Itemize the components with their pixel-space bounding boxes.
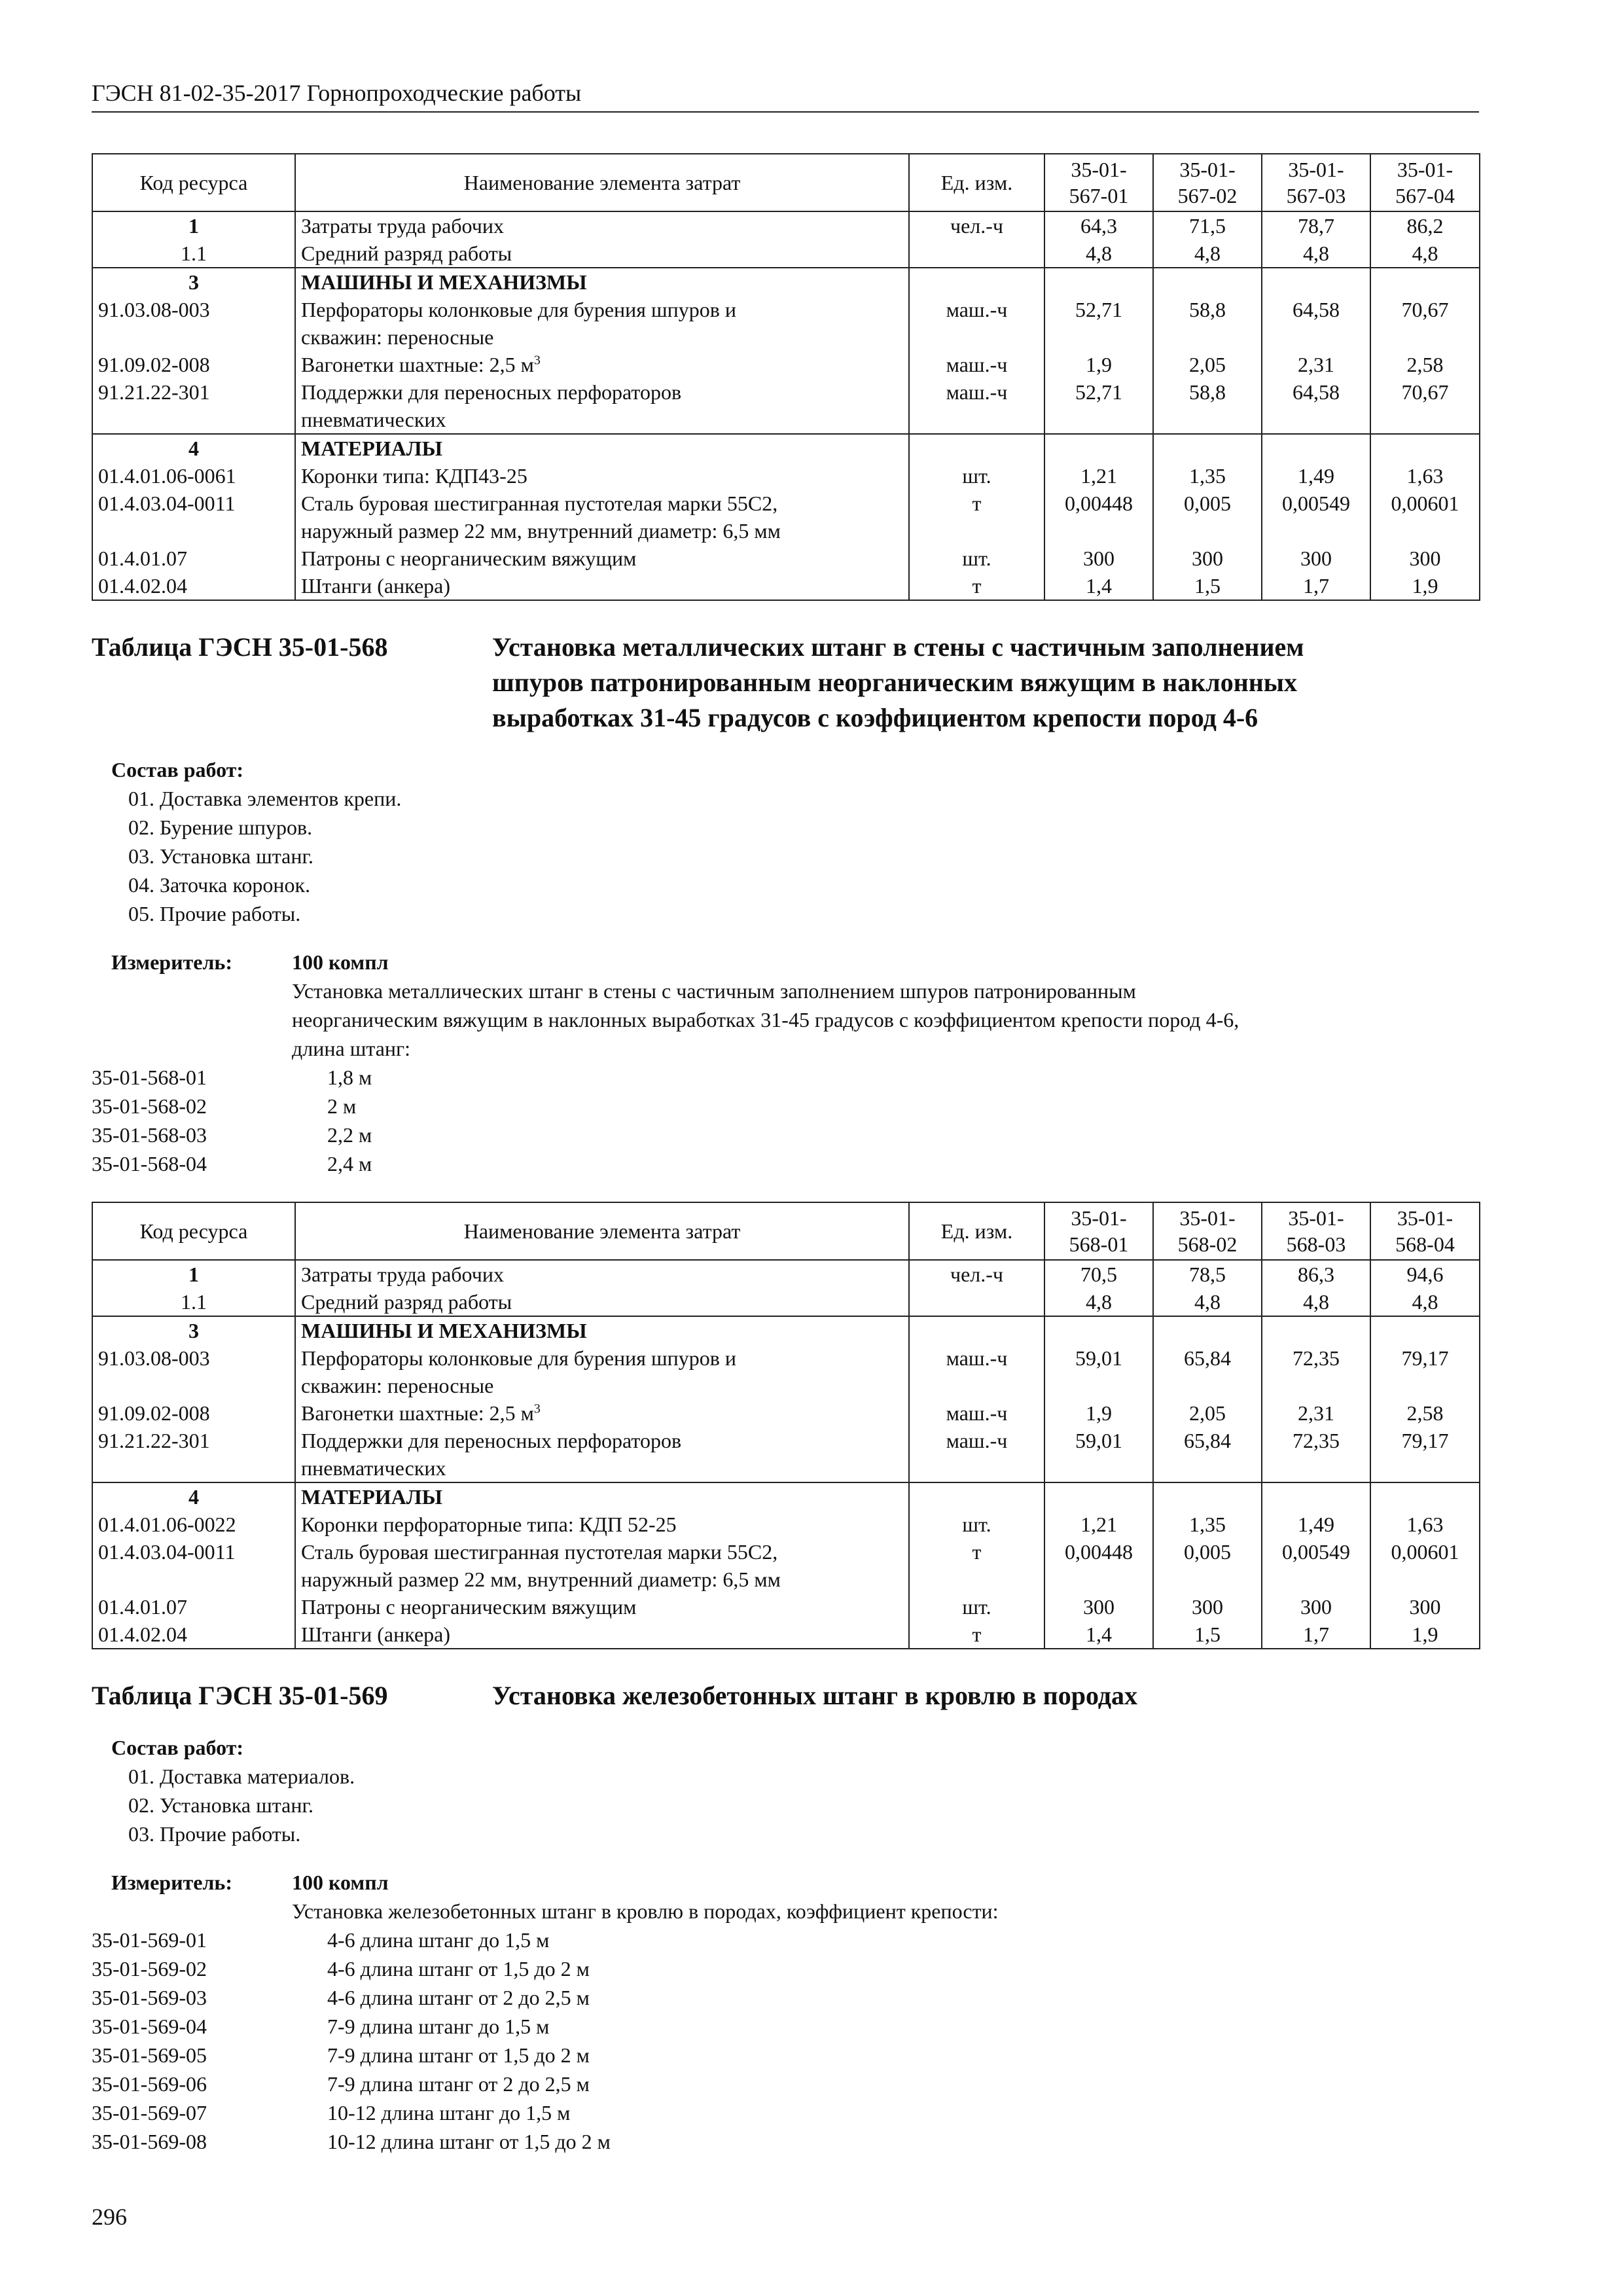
resource-unit: маш.-ч (909, 1399, 1044, 1427)
meter-block (92, 948, 1479, 1178)
value-cell: 1,4 (1044, 1621, 1153, 1649)
group-code: 3 (92, 1316, 295, 1344)
col-header-norm: 35-01- 568-02 (1153, 1202, 1262, 1260)
table-row-group (92, 268, 1480, 296)
resource-name-continuation: скважин: переносные (295, 1372, 909, 1399)
resource-name: Перфораторы колонковые для бурения шпуров и (295, 1344, 909, 1372)
col-header-unit: Ед. изм. (909, 154, 1044, 211)
value-cell: 78,5 (1153, 1260, 1262, 1288)
resource-unit: чел.-ч (909, 1260, 1044, 1288)
value-cell: 1,4 (1044, 572, 1153, 600)
table-header-row (92, 1202, 1480, 1260)
meter-description: длина штанг: (292, 1037, 411, 1060)
work-item: 04. Заточка коронок. (128, 873, 311, 897)
work-composition-label: Состав работ: (111, 758, 244, 781)
resource-unit: маш.-ч (909, 351, 1044, 378)
value-cell: 1,9 (1044, 351, 1153, 378)
variant-row: 35-01-569-08 10-12 длина штанг от 1,5 до 2 м (92, 2130, 611, 2153)
value-cell: 1,9 (1044, 1399, 1153, 1427)
value-cell: 300 (1044, 1593, 1153, 1621)
resource-unit: т (909, 1538, 1044, 1566)
resource-unit: маш.-ч (909, 378, 1044, 406)
resource-code: 1.1 (92, 1288, 295, 1316)
variant-row: 35-01-569-02 4-6 длина штанг от 1,5 до 2 м (92, 1957, 590, 1981)
value-cell: 0,00549 (1262, 1538, 1370, 1566)
resource-unit: шт. (909, 545, 1044, 572)
table-row (92, 211, 1480, 240)
table-row-continuation (92, 1454, 1480, 1482)
table-row (92, 1593, 1480, 1621)
meter-label: Измеритель: (111, 1871, 232, 1894)
variant-row: 35-01-569-04 7-9 длина штанг до 1,5 м (92, 2015, 550, 2038)
table-row (92, 572, 1480, 600)
group-title: МАТЕРИАЛЫ (295, 434, 909, 462)
table-label: Таблица ГЭСН 35-01-568 (92, 632, 388, 662)
resource-code: 01.4.01.07 (92, 545, 295, 572)
value-cell: 300 (1262, 545, 1370, 572)
resource-unit: чел.-ч (909, 211, 1044, 240)
meter-block (92, 1868, 1479, 2156)
resource-name-continuation: наружный размер 22 мм, внутренний диаметр: 6,5 мм (295, 517, 909, 545)
table-row (92, 1260, 1480, 1288)
resource-name: Вагонетки шахтные: 2,5 $м^3$ (295, 1399, 909, 1427)
resource-name: Средний разряд работы (295, 1288, 909, 1316)
value-cell: 0,00549 (1262, 490, 1370, 517)
group-code: 4 (92, 1482, 295, 1511)
value-cell: 64,3 (1044, 211, 1153, 240)
value-cell: 300 (1153, 545, 1262, 572)
resource-code: 01.4.03.04-0011 (92, 1538, 295, 1566)
value-cell: 4,8 (1262, 1288, 1370, 1316)
resource-name: Коронки перфораторные типа: КДП 52-25 (295, 1511, 909, 1538)
resource-name: Затраты труда рабочих (295, 1260, 909, 1288)
value-cell: 72,35 (1262, 1344, 1370, 1372)
resource-name: Перфораторы колонковые для бурения шпуров и (295, 296, 909, 323)
resource-unit: т (909, 490, 1044, 517)
value-cell: 52,71 (1044, 378, 1153, 406)
table-title-text: Установка металлических штанг в стены с частичным заполнением шпуров патронированным неорганическим вяжущим в наклонных выработках 31-45 градусов с коэффициентом крепости пород 4-6 (492, 632, 1304, 732)
resource-code: 01.4.01.07 (92, 1593, 295, 1621)
value-cell: 0,005 (1153, 490, 1262, 517)
value-cell: 300 (1153, 1593, 1262, 1621)
value-cell: 2,58 (1370, 351, 1480, 378)
document-page (92, 79, 1479, 2156)
resource-name: Сталь буровая шестигранная пустотелая марки 55С2, (295, 1538, 909, 1566)
table-row (92, 462, 1480, 490)
value-cell: 1,9 (1370, 1621, 1480, 1649)
col-header-code: Код ресурса (92, 154, 295, 211)
table-row-continuation (92, 1566, 1480, 1593)
resource-table-567 (92, 153, 1480, 601)
col-header-norm: 35-01- 567-02 (1153, 154, 1262, 211)
value-cell: 58,8 (1153, 296, 1262, 323)
table-title-568 (92, 630, 1479, 736)
value-cell: 4,8 (1370, 240, 1480, 268)
table-row (92, 378, 1480, 406)
resource-code: 01.4.02.04 (92, 1621, 295, 1649)
col-header-unit: Ед. изм. (909, 1202, 1044, 1260)
work-item: 05. Прочие работы. (128, 902, 301, 925)
value-cell: 0,00448 (1044, 490, 1153, 517)
work-composition-label: Состав работ: (111, 1736, 244, 1759)
table-row-continuation (92, 517, 1480, 545)
running-header: ГЭСН 81-02-35-2017 Горнопроходческие работы (92, 79, 1479, 113)
resource-name-continuation: скважин: переносные (295, 323, 909, 351)
value-cell: 70,5 (1044, 1260, 1153, 1288)
table-row (92, 545, 1480, 572)
value-cell: 2,05 (1153, 351, 1262, 378)
resource-name: Поддержки для переносных перфораторов (295, 378, 909, 406)
resource-code: 01.4.03.04-0011 (92, 490, 295, 517)
value-cell: 1,35 (1153, 1511, 1262, 1538)
resource-code: 91.03.08-003 (92, 296, 295, 323)
resource-code: 91.21.22-301 (92, 378, 295, 406)
col-header-norm: 35-01- 568-01 (1044, 1202, 1153, 1260)
value-cell: 1,35 (1153, 462, 1262, 490)
resource-code: 91.09.02-008 (92, 351, 295, 378)
meter-description: Установка металлических штанг в стены с частичным заполнением шпуров патронированным (292, 979, 1136, 1003)
meter-value: 100 компл (292, 950, 389, 974)
resource-name: Патроны с неорганическим вяжущим (295, 1593, 909, 1621)
resource-name: Патроны с неорганическим вяжущим (295, 545, 909, 572)
value-cell: 65,84 (1153, 1344, 1262, 1372)
value-cell: 72,35 (1262, 1427, 1370, 1454)
value-cell: 300 (1370, 1593, 1480, 1621)
value-cell: 86,2 (1370, 211, 1480, 240)
value-cell: 4,8 (1044, 240, 1153, 268)
table-header-row (92, 154, 1480, 211)
value-cell: 70,67 (1370, 296, 1480, 323)
value-cell: 4,8 (1262, 240, 1370, 268)
variant-row: 35-01-569-06 7-9 длина штанг от 2 до 2,5 м (92, 2072, 590, 2096)
work-composition (92, 755, 1479, 928)
col-header-name: Наименование элемента затрат (295, 1202, 909, 1260)
table-title-text: Установка железобетонных штанг в кровлю в породах (492, 1681, 1138, 1710)
table-row-continuation (92, 323, 1480, 351)
meter-description: неорганическим вяжущим в наклонных выработках 31-45 градусов с коэффициентом крепости пород 4-6, (292, 1008, 1240, 1031)
resource-code: 1 (92, 1260, 295, 1288)
variant-row: 35-01-568-01 1,8 м (92, 1066, 372, 1089)
variant-row: 35-01-569-05 7-9 длина штанг от 1,5 до 2 м (92, 2043, 590, 2067)
value-cell: 65,84 (1153, 1427, 1262, 1454)
table-row-group (92, 1482, 1480, 1511)
value-cell: 94,6 (1370, 1260, 1480, 1288)
work-item: 02. Установка штанг. (128, 1793, 313, 1817)
resource-code: 01.4.01.06-0022 (92, 1511, 295, 1538)
resource-name: Штанги (анкера) (295, 572, 909, 600)
resource-unit: шт. (909, 1511, 1044, 1538)
value-cell: 0,00448 (1044, 1538, 1153, 1566)
table-row (92, 1427, 1480, 1454)
value-cell: 78,7 (1262, 211, 1370, 240)
value-cell: 1,21 (1044, 1511, 1153, 1538)
col-header-name: Наименование элемента затрат (295, 154, 909, 211)
value-cell: 1,49 (1262, 462, 1370, 490)
work-item: 03. Установка штанг. (128, 844, 313, 868)
resource-name-continuation: пневматических (295, 406, 909, 434)
value-cell: 0,00601 (1370, 1538, 1480, 1566)
value-cell: 2,31 (1262, 1399, 1370, 1427)
value-cell: 1,7 (1262, 1621, 1370, 1649)
col-header-norm: 35-01- 567-04 (1370, 154, 1480, 211)
value-cell: 300 (1370, 545, 1480, 572)
value-cell: 2,58 (1370, 1399, 1480, 1427)
table-label: Таблица ГЭСН 35-01-569 (92, 1681, 388, 1710)
meter-description: Установка железобетонных штанг в кровлю в породах, коэффициент крепости: (292, 1899, 999, 1923)
resource-name: Сталь буровая шестигранная пустотелая марки 55С2, (295, 490, 909, 517)
meter-label: Измеритель: (111, 950, 232, 974)
col-header-code: Код ресурса (92, 1202, 295, 1260)
table-row (92, 1399, 1480, 1427)
group-title: МАШИНЫ И МЕХАНИЗМЫ (295, 268, 909, 296)
work-item: 01. Доставка элементов крепи. (128, 787, 402, 810)
table-row-continuation (92, 406, 1480, 434)
resource-unit: маш.-ч (909, 296, 1044, 323)
value-cell: 4,8 (1153, 240, 1262, 268)
table-row-group (92, 434, 1480, 462)
resource-name-continuation: наружный размер 22 мм, внутренний диаметр: 6,5 мм (295, 1566, 909, 1593)
table-row (92, 1511, 1480, 1538)
group-title: МАТЕРИАЛЫ (295, 1482, 909, 1511)
value-cell: 2,31 (1262, 351, 1370, 378)
resource-unit: т (909, 1621, 1044, 1649)
value-cell: 64,58 (1262, 296, 1370, 323)
group-code: 4 (92, 434, 295, 462)
resource-unit (909, 240, 1044, 268)
table-row (92, 1621, 1480, 1649)
resource-unit: маш.-ч (909, 1344, 1044, 1372)
value-cell: 79,17 (1370, 1344, 1480, 1372)
table-row (92, 296, 1480, 323)
table-title-569 (92, 1678, 1479, 1713)
value-cell: 2,05 (1153, 1399, 1262, 1427)
resource-code: 91.03.08-003 (92, 1344, 295, 1372)
resource-code: 91.21.22-301 (92, 1427, 295, 1454)
table-row-continuation (92, 1372, 1480, 1399)
resource-code: 1.1 (92, 240, 295, 268)
table-row (92, 490, 1480, 517)
resource-name: Штанги (анкера) (295, 1621, 909, 1649)
resource-name: Вагонетки шахтные: 2,5 $м^3$ (295, 351, 909, 378)
resource-unit: шт. (909, 462, 1044, 490)
resource-name: Затраты труда рабочих (295, 211, 909, 240)
work-item: 01. Доставка материалов. (128, 1765, 355, 1788)
value-cell: 1,7 (1262, 572, 1370, 600)
table-row (92, 1538, 1480, 1566)
work-item: 02. Бурение шпуров. (128, 816, 313, 839)
resource-table-568 (92, 1202, 1480, 1649)
col-header-norm: 35-01- 568-03 (1262, 1202, 1370, 1260)
resource-unit: т (909, 572, 1044, 600)
col-header-norm: 35-01- 568-04 (1370, 1202, 1480, 1260)
value-cell: 1,5 (1153, 572, 1262, 600)
value-cell: 1,63 (1370, 462, 1480, 490)
meter-value: 100 компл (292, 1871, 389, 1894)
resource-unit: шт. (909, 1593, 1044, 1621)
value-cell: 59,01 (1044, 1427, 1153, 1454)
resource-name: Средний разряд работы (295, 240, 909, 268)
group-title: МАШИНЫ И МЕХАНИЗМЫ (295, 1316, 909, 1344)
value-cell: 58,8 (1153, 378, 1262, 406)
value-cell: 0,005 (1153, 1538, 1262, 1566)
work-composition (92, 1733, 1479, 1848)
value-cell: 0,00601 (1370, 490, 1480, 517)
resource-code: 01.4.02.04 (92, 572, 295, 600)
col-header-norm: 35-01- 567-01 (1044, 154, 1153, 211)
variant-row: 35-01-569-03 4-6 длина штанг от 2 до 2,5 м (92, 1986, 590, 2009)
value-cell: 300 (1044, 545, 1153, 572)
value-cell: 1,5 (1153, 1621, 1262, 1649)
table-row (92, 1288, 1480, 1316)
resource-code: 91.09.02-008 (92, 1399, 295, 1427)
resource-unit: маш.-ч (909, 1427, 1044, 1454)
page-number: 296 (92, 2204, 127, 2230)
resource-name-continuation: пневматических (295, 1454, 909, 1482)
variant-row: 35-01-569-01 4-6 длина штанг до 1,5 м (92, 1928, 550, 1952)
value-cell: 52,71 (1044, 296, 1153, 323)
value-cell: 71,5 (1153, 211, 1262, 240)
table-row-group (92, 1316, 1480, 1344)
variant-row: 35-01-568-03 2,2 м (92, 1123, 372, 1147)
value-cell: 86,3 (1262, 1260, 1370, 1288)
work-item: 03. Прочие работы. (128, 1822, 301, 1846)
resource-code: 1 (92, 211, 295, 240)
value-cell: 70,67 (1370, 378, 1480, 406)
value-cell: 1,49 (1262, 1511, 1370, 1538)
col-header-norm: 35-01- 567-03 (1262, 154, 1370, 211)
value-cell: 4,8 (1370, 1288, 1480, 1316)
resource-name: Коронки типа: КДП43-25 (295, 462, 909, 490)
value-cell: 4,8 (1044, 1288, 1153, 1316)
table-row (92, 1344, 1480, 1372)
value-cell: 300 (1262, 1593, 1370, 1621)
value-cell: 1,21 (1044, 462, 1153, 490)
value-cell: 64,58 (1262, 378, 1370, 406)
variant-row: 35-01-568-02 2 м (92, 1094, 357, 1118)
value-cell: 4,8 (1153, 1288, 1262, 1316)
table-row (92, 351, 1480, 378)
value-cell: 1,9 (1370, 572, 1480, 600)
group-code: 3 (92, 268, 295, 296)
table-row (92, 240, 1480, 268)
resource-name: Поддержки для переносных перфораторов (295, 1427, 909, 1454)
value-cell: 79,17 (1370, 1427, 1480, 1454)
value-cell: 59,01 (1044, 1344, 1153, 1372)
variant-row: 35-01-569-07 10-12 длина штанг до 1,5 м (92, 2101, 571, 2125)
value-cell: 1,63 (1370, 1511, 1480, 1538)
variant-row: 35-01-568-04 2,4 м (92, 1152, 372, 1175)
resource-unit (909, 1288, 1044, 1316)
resource-code: 01.4.01.06-0061 (92, 462, 295, 490)
